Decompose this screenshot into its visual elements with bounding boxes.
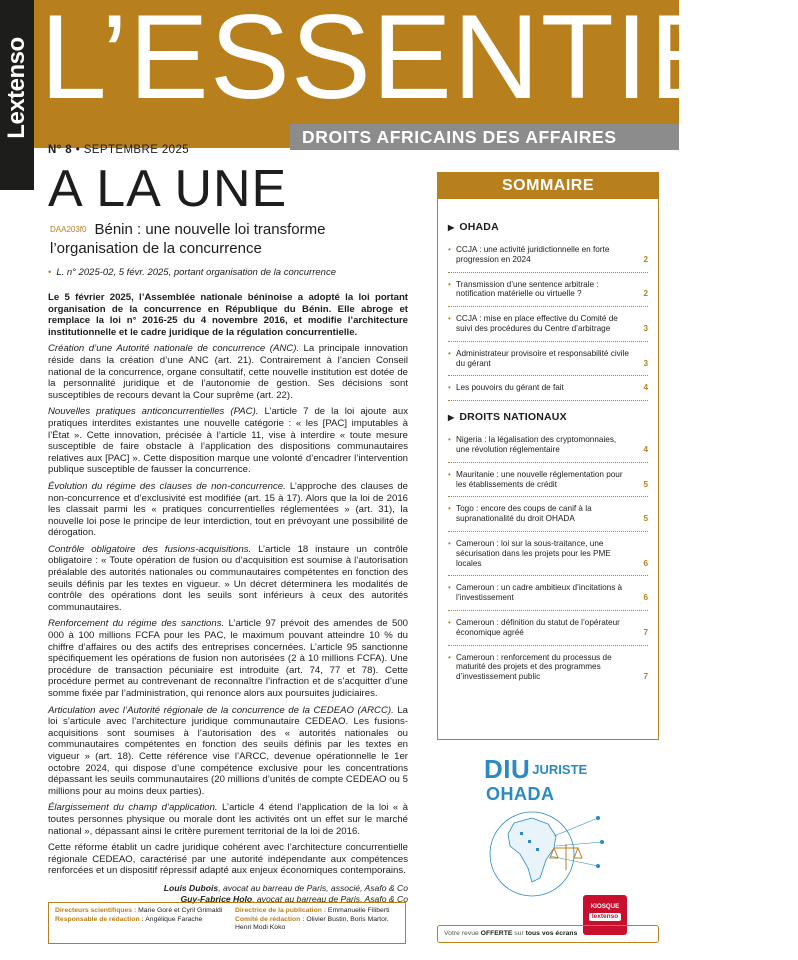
toc-entry-title: Administrateur provisoire et responsabilité civile du gérant xyxy=(456,348,629,368)
editor-value: Angélique Farache xyxy=(143,915,203,923)
paragraph-text: La loi s’articule avec l’architecture juridique communautaire CEDEAO. Les fusions-acquisitions sont soumises à l’autorisation des « autorités nationales ou communautaires compétentes en fonction des seuils définis par les textes en vigueur » (art. 18). Cette référence vise l’ARCC, devenue opérationnelle le 1er octobre 2024, qui dispose d’une compétence exclusive pour les concentrations dépassant les seuils communautaires (20 millions d’unités de compte CEDEAO ou 5 millions pour au moins deux parties). xyxy=(48,704,408,797)
toc-divider xyxy=(448,375,648,376)
sci-directors-label: Directeurs scientifiques : xyxy=(55,907,137,914)
toc-section-label: DROITS NATIONAUX xyxy=(459,411,567,424)
article-title: Bénin : une nouvelle loi transforme l’organisation de la concurrence xyxy=(50,221,326,257)
toc-entry-page: 5 xyxy=(643,514,648,524)
bullet-icon: • xyxy=(448,383,451,393)
toc-entry[interactable] xyxy=(448,504,648,524)
toc-entry-title: CCJA : mise en place effective du Comité de suivi des procédures du Centre d’arbitrage xyxy=(456,314,618,333)
toc-section xyxy=(448,411,648,423)
bullet-icon: • xyxy=(448,538,451,548)
toc-entry-page: 2 xyxy=(643,254,648,264)
table-of-contents xyxy=(437,172,659,740)
toc-entry-title: CCJA : une activité juridictionnelle en forte progression en 2024 xyxy=(456,245,610,264)
toc-entry-page: 4 xyxy=(643,383,648,393)
toc-entry[interactable] xyxy=(448,618,648,638)
toc-entry[interactable] xyxy=(448,349,648,369)
paragraph-heading: Contrôle obligatoire des fusions-acquisitions. xyxy=(48,543,252,555)
committee-label: Comité de rédaction : xyxy=(235,915,305,923)
paragraph-heading: Élargissement du champ d’application. xyxy=(48,802,218,814)
publication-subtitle: DROITS AFRICAINS DES AFFAIRES xyxy=(302,127,617,147)
brand-strip xyxy=(0,0,34,190)
toc-entry-title: Cameroun : renforcement du processus de maturité des projets et des programmes d’investissement public xyxy=(456,652,612,682)
paragraph-text: L’article 4 étend l’application de la loi « à toutes personnes physique ou morale dont les activités ont un effet sur le marché national », dépassant ainsi le critère purement territorial de la loi de 2016. xyxy=(48,802,408,837)
law-reference-text: L. n° 2025-02, 5 févr. 2025, portant organisation de la concurrence xyxy=(56,267,336,278)
toc-entry-title: Cameroun : définition du statut de l’opérateur économique agréé xyxy=(456,617,620,637)
law-reference xyxy=(48,267,408,279)
toc-entry[interactable] xyxy=(448,383,648,393)
toc-entry-page: 7 xyxy=(643,672,648,682)
toc-entry-title: Cameroun : loi sur la sous-traitance, une sécurisation dans les projets pour les PME locales xyxy=(456,538,611,568)
toc-divider xyxy=(448,400,648,401)
bullet-icon: • xyxy=(448,314,451,324)
toc-entry-title: Cameroun : un cadre ambitieux d’incitations à l’investissement xyxy=(456,583,623,603)
article-header xyxy=(48,220,408,258)
diu-logo-ohada: OHADA xyxy=(486,784,555,804)
issue-date: • SEPTEMBRE 2025 xyxy=(75,144,190,156)
paragraph-text: L’approche des clauses de non-concurrence et d’exclusivité est modifiée (art. 15 à 17). Alors que la loi de 2016 les classait parmi les « pratiques concurrentielles réglementées » (art. 31), la nouvelle loi pose le principe de leur interdiction, tout en prévoyant une possibilité de dérogation. xyxy=(48,480,408,539)
kiosque-badge-brand: lextenso xyxy=(589,913,621,921)
diu-logo-juriste: JURISTE xyxy=(532,762,588,777)
author-line xyxy=(48,883,408,894)
toc-entry-title: Nigeria : la légalisation des cryptomonnaies, une révolution réglementaire xyxy=(456,435,617,454)
toc-entry-page: 5 xyxy=(643,479,648,489)
paragraph-text: La principale innovation réside dans la création d’une ANC (art. 21). Contrairement à l’ancien Conseil national de la concurrence, organe consultatif, cette nouvelle institution est dotée de la personnalité juridique et de l’autonomie de gestion. Ses décisions sont susceptibles de recours devant la Cour suprême (art. 22). xyxy=(48,343,408,401)
bullet-icon: • xyxy=(448,652,451,662)
kiosque-text-pre: Votre revue xyxy=(444,930,481,937)
author-role: , avocat au barreau de Paris, Asafo & Co xyxy=(252,893,408,904)
main-article xyxy=(48,160,408,905)
toc-divider xyxy=(448,531,648,532)
kiosque-banner[interactable] xyxy=(437,925,659,943)
paragraph-heading: Nouvelles pratiques anticoncurrentielles (PAC). xyxy=(48,406,259,418)
bullet-icon: • xyxy=(448,279,451,289)
paragraph-text: L’article 7 de la loi ajoute aux pratiques interdites existantes une nouvelle catégorie : « les [PAC] imputables à l’État ». Cette innovation, précisée à l’article 11, vise à interdire « toute mesure susceptible de faire obstacle à l’application des dispositions communautaires relatives aux [PAC] ». Cette disposition marque une volonté d’encadrer l’intervention publique susceptible de fausser la concurrence. xyxy=(48,406,408,476)
article-paragraph xyxy=(48,705,408,798)
paragraph-heading: Renforcement du régime des sanctions. xyxy=(48,618,225,630)
toc-entry[interactable] xyxy=(448,435,648,455)
article-paragraph xyxy=(48,343,408,401)
toc-entry-title: Les pouvoirs du gérant de fait xyxy=(456,383,564,393)
bullet-icon: • xyxy=(48,267,52,278)
bullet-icon: • xyxy=(448,245,451,254)
section-title: A LA UNE xyxy=(48,160,288,218)
toc-entry-page: 3 xyxy=(643,358,648,368)
toc-body xyxy=(438,221,658,682)
toc-divider xyxy=(448,272,648,273)
bullet-icon: • xyxy=(448,504,451,514)
article-code: DAA203f0 xyxy=(50,225,87,234)
toc-divider xyxy=(448,610,648,611)
toc-entry-page: 2 xyxy=(643,289,648,299)
toc-entry-title: Transmission d’une sentence arbitrale : notification matérielle ou virtuelle ? xyxy=(456,279,599,299)
author-name: Louis Dubois xyxy=(163,882,219,893)
kiosque-badge-label: KIOSQUE xyxy=(590,903,620,910)
toc-entry[interactable] xyxy=(448,470,648,490)
toc-section xyxy=(448,221,648,233)
toc-entry-page: 7 xyxy=(643,627,648,637)
sci-directors-value: Marie Goré et Cyril Grimaldi xyxy=(136,907,223,914)
toc-divider xyxy=(448,306,648,307)
paragraph-text: L’article 18 instaure un contrôle obligatoire : « Toute opération de fusion ou d’acquisition est soumise à l’autorisation préalable des autorités nationales ou communautaires compétentes en fonction des seuils définis par les textes en vigueur. » Un décret déterminera les modalités de contrôle des opérations dont les seuils sont inférieurs à ceux des autorités communautaires. xyxy=(48,543,408,613)
credits-left xyxy=(55,907,225,924)
article-paragraph xyxy=(48,481,408,539)
article-paragraph xyxy=(48,842,408,877)
paragraph-heading: Création d’une Autorité nationale de concurrence (ANC). xyxy=(48,343,300,355)
africa-map-icon xyxy=(470,748,630,898)
bullet-icon: • xyxy=(448,583,451,593)
toc-entry-title: Togo : encore des coups de canif à la supranationalité du droit OHADA xyxy=(456,504,592,524)
paragraph-text: L’article 97 prévoit des amendes de 500 000 à 100 millions FCFA pour les PAC, le maximum pouvant atteindre 10 % du chiffre d’affaires ou des actifs des entreprises concernées. L’article 95 sanctionne spécifiquement les opérations de fusion non autorisées (2 à 10 millions FCFA). Une procédure de transaction pécuniaire est introduite (art. 74, 77 et 78). Cette procédure permet au contrevenant de reconnaître l’infraction et de s’acquitter d’une somme fixée par l’administration, qui renonce alors aux poursuites judiciaires. xyxy=(48,618,409,699)
toc-entry[interactable] xyxy=(448,280,648,300)
toc-title: SOMMAIRE xyxy=(438,173,658,199)
credits-box xyxy=(48,902,406,944)
issue-info xyxy=(48,144,189,156)
subtitle-band xyxy=(290,124,679,150)
toc-entry[interactable] xyxy=(448,314,648,334)
article-lead: Le 5 février 2025, l’Assemblée nationale béninoise a adopté la loi portant organisation de la concurrence en République du Bénin. Elle abroge et remplace la loi n° 2016-25 du 4 novembre 2016, et modifie l’architecture institutionnelle et le cadre juridique de la régulation concurrentielle. xyxy=(48,292,408,338)
diu-logo-text: DIU xyxy=(484,754,531,784)
bullet-icon: • xyxy=(448,617,451,627)
author-role: , avocat au barreau de Paris, associé, Asafo & Co xyxy=(218,882,408,893)
paragraph-heading: Évolution du régime des clauses de non-concurrence. xyxy=(48,480,286,492)
paragraph-heading: Articulation avec l’Autorité régionale de la concurrence de la CEDEAO (ARCC). xyxy=(48,704,394,716)
bullet-icon: • xyxy=(448,435,451,445)
kiosque-text-offered: OFFERTE xyxy=(480,930,513,937)
kiosque-text-mid: sur xyxy=(512,930,526,937)
author-name: Guy-Fabrice Holo xyxy=(180,893,253,904)
toc-section-label: OHADA xyxy=(459,221,499,233)
article-paragraph xyxy=(48,406,408,476)
toc-entry[interactable] xyxy=(448,539,648,568)
lextenso-logo: Lextenso xyxy=(3,37,30,139)
masthead xyxy=(0,0,798,148)
diu-advertisement[interactable] xyxy=(470,748,630,898)
kiosque-text-screens: tous vos écrans xyxy=(525,930,578,937)
toc-entry-page: 4 xyxy=(643,444,648,454)
toc-entry[interactable] xyxy=(448,653,648,682)
toc-entry-title: Mauritanie : une nouvelle réglementation pour les établissements de crédit xyxy=(456,469,623,489)
triangle-icon: ▶ xyxy=(448,223,455,232)
publication-title: L’ESSENTIEL xyxy=(40,0,798,124)
bullet-icon: • xyxy=(448,469,451,479)
toc-entry-page: 6 xyxy=(643,558,648,568)
article-paragraph xyxy=(48,802,408,837)
toc-entry[interactable] xyxy=(448,245,648,265)
article-paragraph xyxy=(48,544,408,614)
kiosque-text xyxy=(444,930,577,937)
article-paragraph xyxy=(48,618,408,699)
bullet-icon: • xyxy=(448,348,451,358)
toc-divider xyxy=(448,462,648,463)
toc-divider xyxy=(448,496,648,497)
paragraph-text: Cette réforme établit un cadre juridique cohérent avec l’architecture concurrentielle régionale CEDEAO, caractérisé par une autorité indépendante aux compétences renforcées et un dispositif répressif adapté aux enjeux économiques contemporains. xyxy=(48,842,408,877)
publisher-value: Emmanuelle Filiberti xyxy=(326,907,390,914)
toc-divider xyxy=(448,575,648,576)
toc-entry-page: 3 xyxy=(643,323,648,333)
committee-value: Olivier Bustin, Boris Martor, Henri Modi Koko xyxy=(235,915,389,932)
toc-divider xyxy=(448,645,648,646)
publisher-label: Directrice de la publication : xyxy=(235,907,327,914)
triangle-icon: ▶ xyxy=(448,413,455,423)
article-body xyxy=(48,343,408,877)
toc-divider xyxy=(448,341,648,342)
issue-number: N° 8 xyxy=(48,144,73,156)
toc-entry[interactable] xyxy=(448,583,648,603)
credits-right xyxy=(235,907,401,933)
editor-label: Responsable de rédaction : xyxy=(55,915,144,923)
toc-entry-page: 6 xyxy=(643,593,648,603)
